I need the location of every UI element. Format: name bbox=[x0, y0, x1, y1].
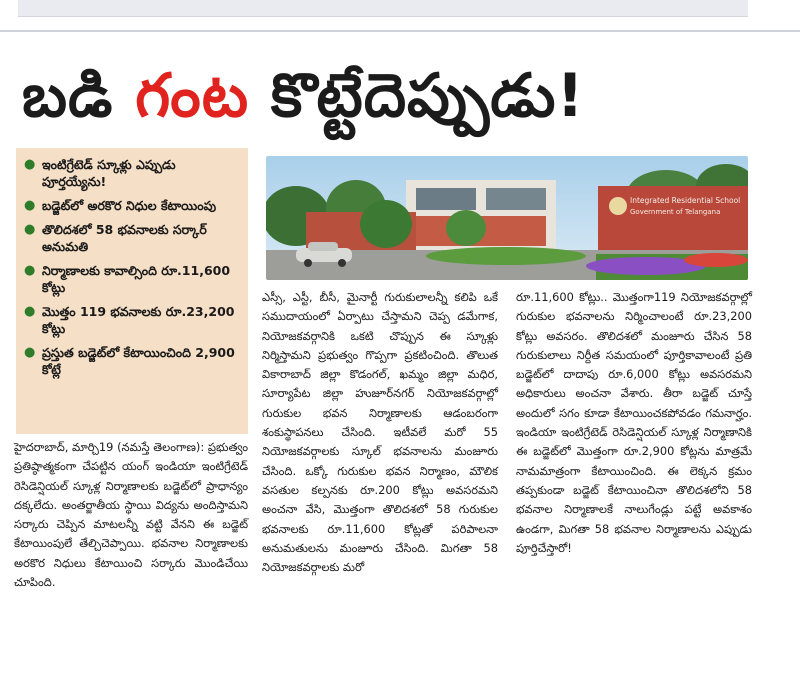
photo-illustration bbox=[266, 156, 748, 280]
window-band bbox=[486, 188, 546, 210]
bullet-icon: ● bbox=[24, 304, 36, 319]
highlight-text: తొలిదశలో 58 భవనాలకు సర్కార్ అనుమతి bbox=[42, 222, 207, 254]
article-column-right: రూ.11,600 కోట్లు.. మొత్తంగా119 నియోజకవర్గాల్లో గురుకుల భవనాలను నిర్మించాలంటే రూ.23,200 కోట్లు అవసరం. తొలిదశలో మంజూరు చేసిన 58 గురుకులాలు నిర్దీత సమయంలో పూర్తికావాలంటే ప్రతి బడ్జెట్‌లో దాదాపు రూ.6,000 కోట్లు అవసరమని అధికారులు అంచనా వేశారు. తీరా బడ్జెట్ చూస్తే అందులో సగం కూడా కేటాయించకపోవడం గమనార్హం. ఇండియా ఇంటిగ్రేటెడ్ రెసిడెన్షియల్ స్కూళ్ల నిర్మాణానికి ఈ బడ్జెట్‌లో మొత్తంగా రూ.2,900 కోట్లను మాత్రమే నామమాత్రంగా కేటాయించింది. ఈ లెక్కన క్రమం తప్పకుండా బడ్జెట్ కేటాయించినా తొలిదశలోని 58 భవనాల నిర్మాణాలకే నాలుగేండ్లు పట్టే అవకాశం ఉండగా, మిగతా 58 భవనాల నిర్మాణాలను ఎప్పుడు పూర్తిచేస్తారో! bbox=[516, 290, 752, 555]
bullet-icon: ● bbox=[24, 157, 36, 172]
headline-part-2: గంట bbox=[135, 61, 250, 131]
section-divider bbox=[0, 30, 800, 32]
lawn bbox=[426, 247, 586, 265]
highlight-item bbox=[24, 197, 242, 214]
sign-line-1: Integrated Residential School bbox=[630, 196, 741, 205]
highlight-item bbox=[24, 262, 242, 296]
sign-line-2: Government of Telangana bbox=[630, 208, 721, 216]
previous-article-strip bbox=[18, 0, 748, 17]
highlight-item bbox=[24, 156, 242, 190]
headline-part-1: బడి bbox=[22, 61, 114, 131]
headline bbox=[22, 52, 762, 142]
article-column-middle: ఎస్సీ, ఎస్టీ, బీసీ, మైనార్టీ గురుకులాలన్నీ కలిపి ఒకే సముదాయంలో ఏర్పాటు చేస్తామని చెప్ప డమేగాక, నియోజకవర్గానికి ఒకటి చొప్పున ఈ స్కూళ్లు నిర్మిస్తామని ప్రభుత్వం గొప్పగా ప్రకటించింది. తొలుత వికారాబాద్ జిల్లా కొడంగల్, ఖమ్మం జిల్లా మధిర, సూర్యాపేట జిల్లా హుజూర్‌నగర్ నియోజకవర్గాల్లో గురుకుల భవన నిర్మాణాలకు ఆడంబరంగా శంకుస్థాపనలు చేసింది. ఇటీవలే మరో 55 నియోజకవర్గాలకు స్కూల్ భవనాలను మంజూరు చేసింది. ఒక్కో గురుకుల భవన నిర్మాణం, మౌలిక వసతుల కల్పనకు రూ.200 కోట్లు అవసరమని అంచనా వేసి, మొత్తంగా తొలిదశలో 58 గురుకుల భవనాలకు రూ.11,600 కోట్లతో పరిపాలనా అనుమతులను మంజూరు చేసింది. మిగతా 58 నియోజకవర్గాలకు మరో bbox=[262, 290, 498, 575]
highlight-text: మొత్తం 119 భవనాలకు రూ.23,200 కోట్లు bbox=[42, 304, 235, 336]
highlight-item bbox=[24, 303, 242, 337]
highlights-box bbox=[16, 148, 248, 434]
bullet-icon: ● bbox=[24, 263, 36, 278]
highlight-text: ఇంటిగ్రేటెడ్ స్కూళ్లు ఎప్పుడు పూర్తయ్యేను! bbox=[42, 157, 176, 189]
headline-part-3: కొట్టేదెప్పుడు! bbox=[270, 61, 585, 131]
car-wheel bbox=[338, 259, 346, 267]
highlight-item bbox=[24, 221, 242, 255]
school-building-photo bbox=[266, 156, 748, 280]
tree bbox=[360, 200, 412, 248]
car-wheel bbox=[304, 259, 312, 267]
emblem-icon bbox=[609, 197, 627, 215]
tree bbox=[446, 210, 486, 246]
bullet-icon: ● bbox=[24, 198, 36, 213]
highlight-text: నిర్మాణాలకు కావాల్సింది రూ.11,600 కోట్లు bbox=[42, 263, 231, 295]
highlight-text: బడ్జెట్‌లో అరకొర నిధుల కేటాయింపు bbox=[42, 198, 217, 213]
flowers bbox=[684, 253, 748, 267]
article-column-left: హైదరాబాద్, మార్చి19 (నమస్తే తెలంగాణ): ప్రభుత్వం ప్రతిష్ఠాత్మకంగా చేపట్టిన యంగ్ ఇండియా ఇంటిగ్రేటెడ్ రెసిడెన్షియల్ స్కూళ్ల నిర్మాణాలకు బడ్జెట్‌లో ప్రాధాన్యం దక్కలేదు. అంతర్జాతీయ స్థాయి విద్యను అందిస్తామని సర్కారు చెప్పిన మాటలన్నీ వట్టి వేనని ఈ బడ్జెట్ కేటాయింపులే తేల్చిచెప్పాయి. భవనాల నిర్మాణాలకు అరకొర నిధులు కేటాయించి సర్కారు మొండిచేయి చూపింది. bbox=[14, 440, 248, 590]
highlight-item bbox=[24, 344, 242, 378]
window-band bbox=[416, 188, 476, 210]
bullet-icon: ● bbox=[24, 345, 36, 360]
highlight-text: ప్రస్తుత బడ్జెట్‌లో కేటాయించింది 2,900 కోట్లే bbox=[42, 345, 235, 377]
bullet-icon: ● bbox=[24, 222, 36, 237]
car-roof bbox=[308, 242, 338, 251]
